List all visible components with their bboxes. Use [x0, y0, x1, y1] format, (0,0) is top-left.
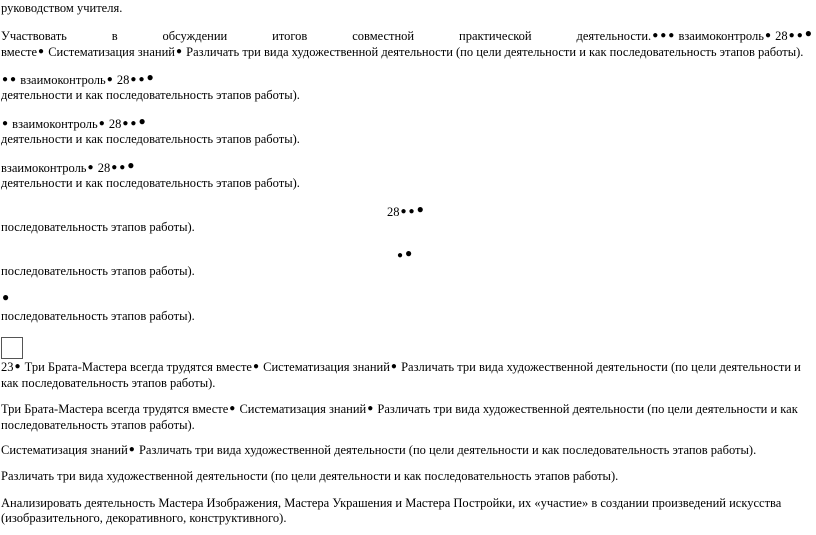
- word: деятельности.: [576, 29, 652, 43]
- word: практической: [459, 29, 532, 43]
- text-line: [1, 45, 803, 61]
- text: Различать три вида художественной деятельности (по цели деятельности и как последовательность этапов работы).: [1, 402, 798, 432]
- bullet-icon: ●: [130, 74, 137, 85]
- bullet-icon: ●: [668, 30, 675, 41]
- bullet-icon: ●: [788, 30, 795, 41]
- text: Систематизация знаний: [48, 45, 175, 59]
- word: обсуждении: [162, 29, 228, 43]
- word: Участвовать: [1, 29, 67, 43]
- text: Три Брата-Мастера всегда трудятся вместе: [24, 360, 252, 374]
- text-line: [1, 70, 155, 89]
- bullet-icon: ●: [2, 290, 10, 304]
- bullet-icon: ●: [390, 361, 397, 372]
- bullet-icon: ●: [138, 74, 145, 85]
- text: Систематизация знаний: [1, 443, 128, 457]
- word: итогов: [272, 29, 308, 43]
- text: взаимоконтроль: [1, 161, 87, 175]
- justified-line: [1, 26, 813, 45]
- text-line: последовательность этапов работы).: [1, 220, 195, 234]
- bullet-icon: ●: [127, 158, 135, 172]
- text: взаимоконтроль: [20, 73, 106, 87]
- bullet-icon: ●: [130, 118, 137, 129]
- number: 28: [108, 117, 122, 131]
- word: в: [111, 29, 118, 43]
- bullet-icon: ●: [175, 46, 183, 57]
- bullet-icon: ●: [397, 250, 404, 261]
- word: совместной: [352, 29, 415, 43]
- bullet-icon: ●: [111, 162, 118, 173]
- text: Систематизация знаний: [263, 360, 390, 374]
- bullet-icon: ●: [128, 444, 135, 455]
- bullet-icon: ●: [652, 30, 659, 41]
- bullet-icon: ●: [229, 403, 236, 414]
- text-line: [387, 202, 425, 221]
- paragraph: [1, 443, 813, 459]
- paragraph: [1, 360, 813, 391]
- text-line: деятельности и как последовательность этапов работы).: [1, 176, 300, 190]
- bullet-icon: ●: [367, 403, 374, 414]
- text-line: [1, 290, 10, 307]
- bullet-icon: ●: [10, 74, 17, 85]
- bullet-icon: ●: [98, 118, 105, 129]
- word-group: [576, 26, 813, 45]
- bullet-icon: ●: [804, 26, 812, 40]
- text-line: [1, 158, 136, 177]
- paragraph: Различать три вида художественной деятельности (по цели деятельности и как последовательность этапов работы).: [1, 469, 619, 483]
- bullet-icon: ●: [660, 30, 667, 41]
- number: 28: [775, 29, 788, 43]
- bullet-icon: ●: [400, 206, 407, 217]
- bullet-icon: ●: [764, 30, 772, 41]
- text-line: деятельности и как последовательность этапов работы).: [1, 88, 300, 102]
- bullet-icon: ●: [2, 118, 9, 129]
- text-line: последовательность этапов работы).: [1, 309, 195, 323]
- number: 28: [387, 205, 400, 219]
- text: Различать три вида художественной деятельности (по цели деятельности и как последовательность этапов работы).: [1, 360, 801, 390]
- bullet-icon: ●: [408, 206, 415, 217]
- bullet-icon: ●: [252, 361, 260, 372]
- text: Три Брата-Мастера всегда трудятся вместе: [1, 402, 229, 416]
- bullet-icon: ●: [416, 202, 424, 216]
- text-line: последовательность этапов работы).: [1, 264, 195, 278]
- bullet-icon: ●: [138, 114, 146, 128]
- text-line: руководством учителя.: [1, 1, 123, 15]
- image-placeholder: [1, 337, 23, 359]
- bullet-icon: ●: [2, 74, 9, 85]
- bullet-icon: ●: [119, 162, 126, 173]
- paragraph: Анализировать деятельность Мастера Изображения, Мастера Украшения и Мастера Постройки, их «участие» в создании произведений искусства (изобразительного, декоративного, конструктивного).: [1, 496, 782, 525]
- number: 23: [1, 360, 14, 374]
- text: взаимоконтроль: [678, 29, 764, 43]
- bullet-icon: ●: [14, 361, 21, 372]
- text: Систематизация знаний: [239, 402, 367, 416]
- text: взаимоконтроль: [12, 117, 98, 131]
- paragraph: [1, 402, 813, 433]
- bullet-icon: ●: [796, 30, 803, 41]
- text-line: деятельности и как последовательность этапов работы).: [1, 132, 300, 146]
- bullet-icon: ●: [146, 70, 154, 84]
- text: Различать три вида художественной деятельности (по цели деятельности и как последовательность этапов работы).: [186, 45, 804, 59]
- bullet-icon: ●: [38, 46, 45, 57]
- bullet-icon: ●: [405, 246, 413, 260]
- text: Различать три вида художественной деятельности (по цели деятельности и как последовательность этапов работы).: [138, 443, 757, 457]
- bullet-icon: ●: [87, 162, 94, 173]
- bullet-icon: ●: [106, 74, 113, 85]
- text-line: [1, 114, 147, 133]
- number: 28: [97, 161, 111, 175]
- text: вместе: [1, 45, 38, 59]
- bullet-icon: ●: [122, 118, 129, 129]
- number: 28: [116, 73, 130, 87]
- text-line: [396, 246, 413, 265]
